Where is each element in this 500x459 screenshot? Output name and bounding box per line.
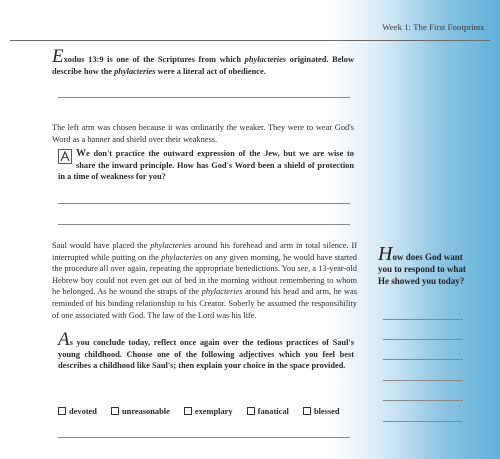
sidebar-answer-line[interactable] [383,421,463,422]
scripture-icon [58,149,72,164]
sidebar-question: How does God want you to respond to what He showed you today? [378,243,466,286]
dropcap-e: E [52,46,64,67]
option-fanatical[interactable]: fanatical [247,407,289,416]
checkbox-icon[interactable] [247,407,255,415]
option-unreasonable[interactable]: unreasonable [111,407,170,416]
sidebar-answer-line[interactable] [383,400,463,401]
answer-line[interactable] [58,203,350,204]
adjective-options [58,407,352,416]
checkbox-icon[interactable] [303,407,311,415]
option-exemplary[interactable]: exemplary [184,407,233,416]
sidebar-answer-line[interactable] [383,380,463,381]
sidebar-answer-line[interactable] [383,359,463,360]
answer-line[interactable] [58,437,350,438]
page-header: Week 1: The First Footprints [382,22,484,32]
sidebar-answer-line[interactable] [383,319,463,320]
conclusion-question: As you conclude today, reflect once again over the tedious practices of Saul's young childhood. Choose one of the following adjectives which you feel best describes a childhood like Saul's; then explain your choice in the space provided. [58,329,354,371]
answer-line[interactable] [58,224,350,225]
dropcap-a: A [58,329,70,350]
answer-line[interactable] [58,97,350,98]
exodus-question: Exodus 13:9 is one of the Scriptures from which phylacteries originated. Below describe how the phylacteries were a literal act of obedience. [52,46,354,76]
checkbox-icon[interactable] [184,407,192,415]
header-rule [10,40,490,41]
option-devoted[interactable]: devoted [58,407,97,416]
sidebar-gradient [330,0,500,459]
saul-paragraph: Saul would have placed the phylacteries around his forehead and arm in total silence. If interrupted while putting on the phylacteries on any given morning, he would have started the procedure all over again, repeating the appropriate benedictions. You see, a 13-year-old Hebrew boy could not even get out of bed in the morning without remembering to whom he belonged. As he wound the straps of the phylacteries around his head and arm, he was reminded of his binding relationship to his Creator. Soberly he assumed the responsibility of one associated with God. The law of the Lord was his life. [52,241,357,320]
left-arm-paragraph: The left arm was chosen because it was ordinarily the weaker. They were to wear God's Word as a banner and shield over their weakness. [52,123,354,144]
shield-question: We don't practice the outward expression of the Jew, but we are wise to share the inward principle. How has God's Word been a shield of protection in a time of weakness for you? [58,148,354,182]
dropcap-h: H [378,243,393,265]
checkbox-icon[interactable] [111,407,119,415]
sidebar-answer-line[interactable] [383,339,463,340]
option-blessed[interactable]: blessed [303,407,340,416]
checkbox-icon[interactable] [58,407,66,415]
